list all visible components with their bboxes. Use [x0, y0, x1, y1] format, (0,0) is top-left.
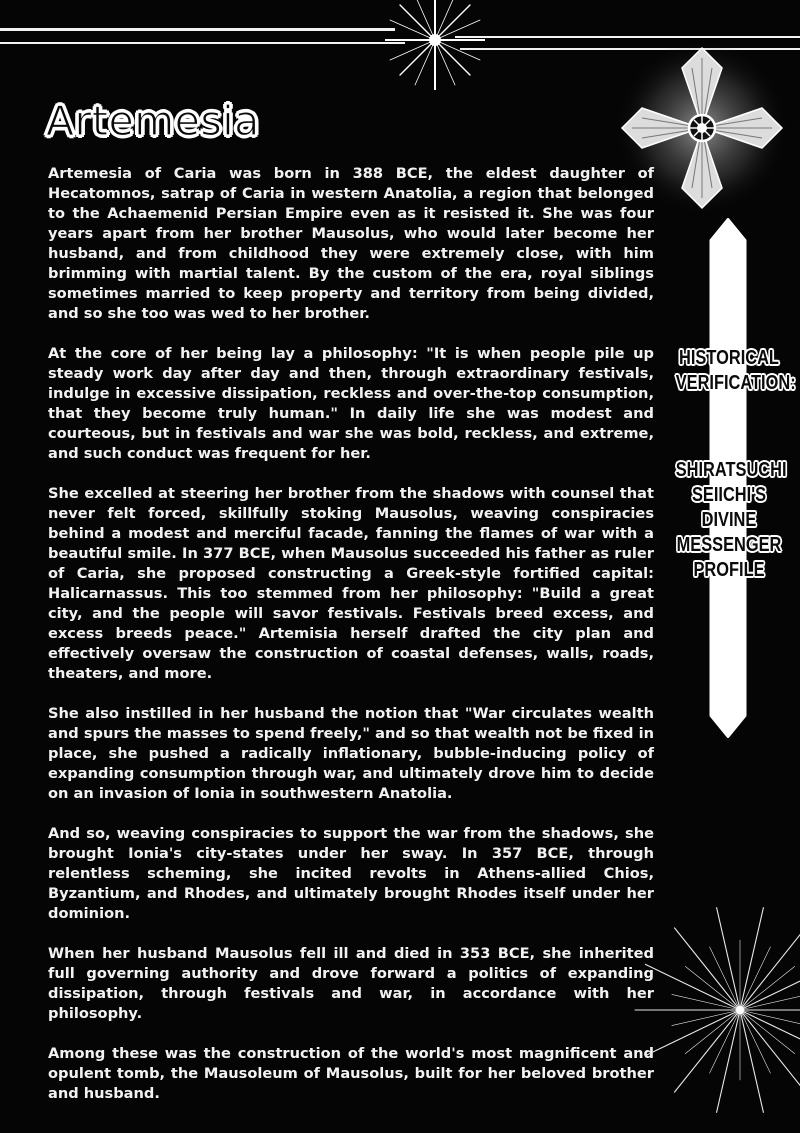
paragraph: She also instilled in her husband the notion that "War circulates wealth and spurs the masses to spend freely," and so that wealth not be fixed in place, she pushed a radically inflationary, bubble-inducing policy of expanding consumption through war, and ultimately drove him to decide on an invasion of Ionia in southwestern Anatolia. — [48, 705, 654, 802]
sparkle-icon — [385, 0, 485, 90]
paragraph: At the core of her being lay a philosophy: "It is when people pile up steady work day after day and then, through extraordinary festivals, indulge in excessive dissipation, reckless and over-the-top consumption, that they become truly human." In daily life she was modest and courteous, but in festivals and war she was bold, reckless, and extreme, and such conduct was frequent for her. — [48, 345, 654, 462]
paragraph: Among these was the construction of the world's most magnificent and opulent tomb, the Mausoleum of Mausolus, built for her beloved brother and husband. — [48, 1045, 654, 1102]
banner-heading-block — [664, 346, 794, 396]
top-rule-line — [0, 28, 395, 31]
banner-line: VERIFICATION: — [675, 372, 796, 394]
burst-ray — [740, 994, 800, 1010]
burst-ray — [645, 964, 740, 1010]
banner-subtitle-block — [664, 458, 794, 583]
paragraph: When her husband Mausolus fell ill and died in 353 BCE, she inherited full governing authority and drove forward a politics of expanding dissipation, through festivals and war, in accordance with her philosophy. — [48, 945, 654, 1022]
burst-icon — [630, 900, 800, 1120]
paragraph: She excelled at steering her brother from the shadows with counsel that never felt forced, skillfully stoking Mausolus, weaving conspiracies behind a modest and merciful facade, fanning the flames of war with a beautiful smile. In 377 BCE, when Mausolus succeeded his father as ruler of Caria, she proposed constructing a Greek-style fortified capital: Halicarnassus. This too stemmed from her philosophy: "Build a great city, and the people will savor festivals. Festivals breed excess, and excess breeds peace." Artemisia herself drafted the city plan and effectively oversaw the construction of coastal defenses, walls, roads, theaters, and more. — [48, 485, 654, 682]
banner-line: PROFILE — [693, 559, 765, 581]
banner-line: SEIICHI'S — [691, 484, 767, 506]
page-title: Artemesia — [46, 97, 260, 145]
banner-line: SHIRATSUCHI — [675, 459, 787, 481]
burst-ray — [645, 1010, 740, 1056]
banner-line: MESSENGER — [676, 534, 782, 556]
paragraph: Artemesia of Caria was born in 388 BCE, the eldest daughter of Hecatomnos, satrap of Caria in western Anatolia, a region that belonged to the Achaemenid Persian Empire even as it resisted it. She was four years apart from her brother Mausolus, who would later become her husband, and from childhood they were extremely close, with him brimming with martial talent. By the custom of the era, royal siblings sometimes married to keep property and territory from being divided, and so she too was wed to her brother. — [48, 165, 654, 322]
banner-line: HISTORICAL — [679, 347, 779, 369]
top-rule-line — [0, 42, 405, 44]
banner-line: DIVINE — [701, 509, 757, 531]
paragraph: And so, weaving conspiracies to support the war from the shadows, she brought Ionia's city-states under her sway. In 357 BCE, through relentless scheming, she incited revolts in Athens-allied Chios, Byzantium, and Rhodes, and ultimately brought Rhodes itself under her dominion. — [48, 825, 654, 922]
profile-body — [48, 164, 654, 1124]
burst-ray — [740, 1010, 800, 1026]
